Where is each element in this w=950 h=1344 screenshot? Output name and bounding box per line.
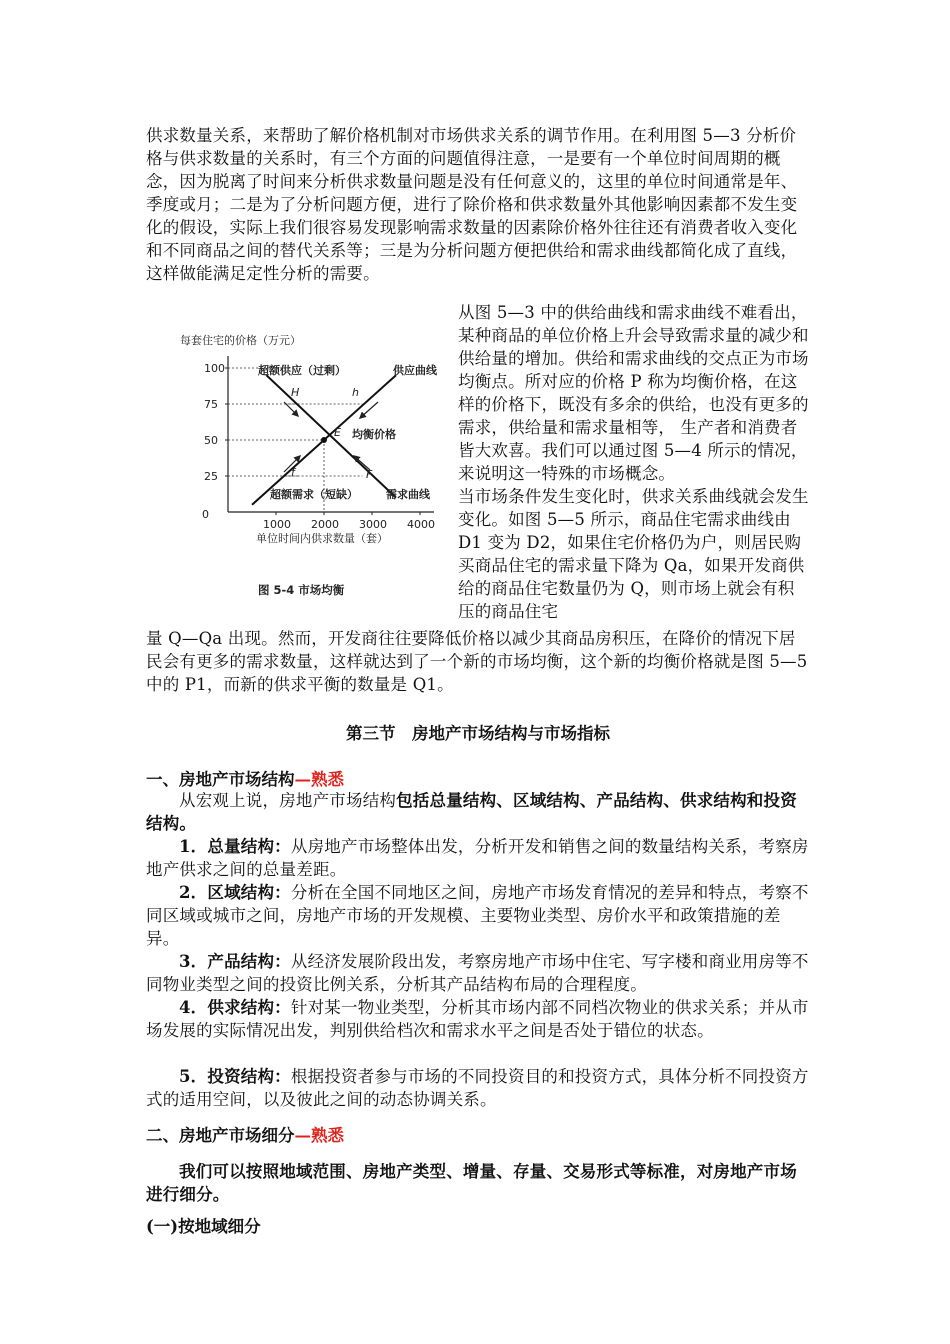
y-tick-label: 50 — [204, 434, 218, 447]
right-column — [458, 301, 810, 623]
y-ticks — [204, 362, 228, 483]
equilibrium-point — [321, 437, 327, 443]
macro-paragraph: 从宏观上说，房地产市场结构包括总量结构、区域结构、产品结构、供求结构和投资结构。 — [146, 791, 797, 833]
point-E-label: E — [334, 426, 341, 439]
x-tick-label: 3000 — [359, 518, 387, 531]
list-item: 3．产品结构：从经济发展阶段出发，考察房地产市场中住宅、写字楼和商业用房等不同物业类型之间的投资比例关系，分析其产品结构布局的合理程度。 — [146, 952, 809, 994]
y-tick-label: 25 — [204, 470, 218, 483]
right-paragraph-1: 从图 5—3 中的供给曲线和需求曲线不难看出，某种商品的单位价格上升会导致需求量的减少和供给量的增加。供给和需求曲线的交点正为市场均衡点。所对应的价格 P 称为均衡价格，在这样的价格下，既没有多余的供给，也没有更多的需求，供给量和需求量相等， 生产者和消费者皆大欢喜。我们可以通过图 5—4 所示的情况，来说明这一特殊的市场概念。 — [458, 303, 809, 483]
label-excess-demand: 超额需求（短缺） — [270, 488, 358, 501]
section-title: 第三节 房地产市场结构与市场指标 — [346, 724, 610, 743]
y-tick-label: 100 — [204, 362, 225, 375]
label-demand-curve: 需求曲线 — [386, 488, 430, 501]
label-equilibrium-price: 均衡价格 — [352, 428, 396, 441]
heading-market-structure: 一、房地产市场结构—熟悉 — [146, 770, 344, 789]
point-h-label: h — [352, 386, 359, 399]
label-excess-supply: 超额供应（过剩） — [258, 364, 346, 377]
list-item: 1．总量结构：从房地产市场整体出发，分析开发和销售之间的数量结构关系，考察房地产供求之间的总量差距。 — [146, 837, 809, 879]
point-H-label: H — [291, 386, 300, 399]
right-paragraph-2: 当市场条件发生变化时，供求关系曲线就会发生变化。如图 5—5 所示，商品住宅需求曲线由 D1 变为 D2，如果住宅价格仍为户，则居民购买商品住宅的需求量下降为 Qa，如果开发商供给的商品住宅数量仍为 Q，则市场上就会有积压的商品住宅 — [458, 487, 809, 621]
label-supply-curve: 供应曲线 — [393, 364, 437, 377]
heading-by-region: (一)按地域细分 — [146, 1217, 261, 1236]
x-tick-label: 4000 — [407, 518, 435, 531]
x-tick-label: 1000 — [263, 518, 291, 531]
figure-caption: 图 5-4 市场均衡 — [258, 583, 345, 597]
x-tick-label: 2000 — [311, 518, 339, 531]
list-item: 4．供求结构：针对某一物业类型，分析其市场内部不同档次物业的供求关系；并从市场发展的实际情况出发，判别供给档次和需求水平之间是否处于错位的状态。 — [146, 998, 809, 1040]
intro-paragraph: 供求数量关系，来帮助了解价格机制对市场供求关系的调节作用。在利用图 5—3 分析价格与供求数量的关系时，有三个方面的问题值得注意，一是要有一个单位时间周期的概念，因为脱离了时间来分析供求数量问题是没有任何意义的，这里的单位时间通常是年、季度或月；二是为了分析问题方便，进行了除价格和供求数量外其他影响因素都不发生变化的假设，实际上我们很容易发现影响需求数量的因素除价格外往往还有消费者收入变化和不同商品之间的替代关系等；三是为分析问题方便把供给和需求曲线都简化成了直线，这样做能满足定性分析的需要。 — [146, 126, 798, 283]
origin-label: 0 — [202, 508, 209, 521]
market-equilibrium-figure — [166, 322, 448, 612]
segmentation-paragraph: 我们可以按照地域范围、房地产类型、增量、存量、交易形式等标准，对房地产市场进行细分。 — [146, 1162, 797, 1204]
y-tick-label: 75 — [204, 398, 218, 411]
x-ticks — [263, 512, 435, 531]
continuation-paragraph: 量 Q—Qa 出现。然而，开发商往往要降低价格以减少其商品房积压，在降价的情况下居民会有更多的需求数量，这样就达到了一个新的市场均衡，这个新的均衡价格就是图 5—5 中的 P1，而新的供求平衡的数量是 Q1。 — [146, 629, 808, 694]
point-F-label: F — [366, 468, 373, 481]
heading-market-segmentation: 二、房地产市场细分—熟悉 — [146, 1126, 344, 1145]
x-axis-title: 单位时间内供求数量（套） — [256, 532, 388, 545]
point-f-label: f — [291, 466, 295, 479]
familiar-tag: —熟悉 — [294, 1126, 344, 1145]
list-item: 5．投资结构：根据投资者参与市场的不同投资目的和投资方式，具体分析不同投资方式的适用空间，以及彼此之间的动态协调关系。 — [146, 1067, 809, 1109]
list-item: 2．区域结构：分析在全国不同地区之间，房地产市场发育情况的差异和特点，考察不同区域或城市之间，房地产市场的开发规模、主要物业类型、房价水平和政策措施的差异。 — [146, 883, 809, 948]
y-axis-title: 每套住宅的价格（万元） — [180, 334, 301, 347]
familiar-tag: —熟悉 — [294, 770, 344, 789]
equilibrium-chart — [166, 322, 448, 612]
